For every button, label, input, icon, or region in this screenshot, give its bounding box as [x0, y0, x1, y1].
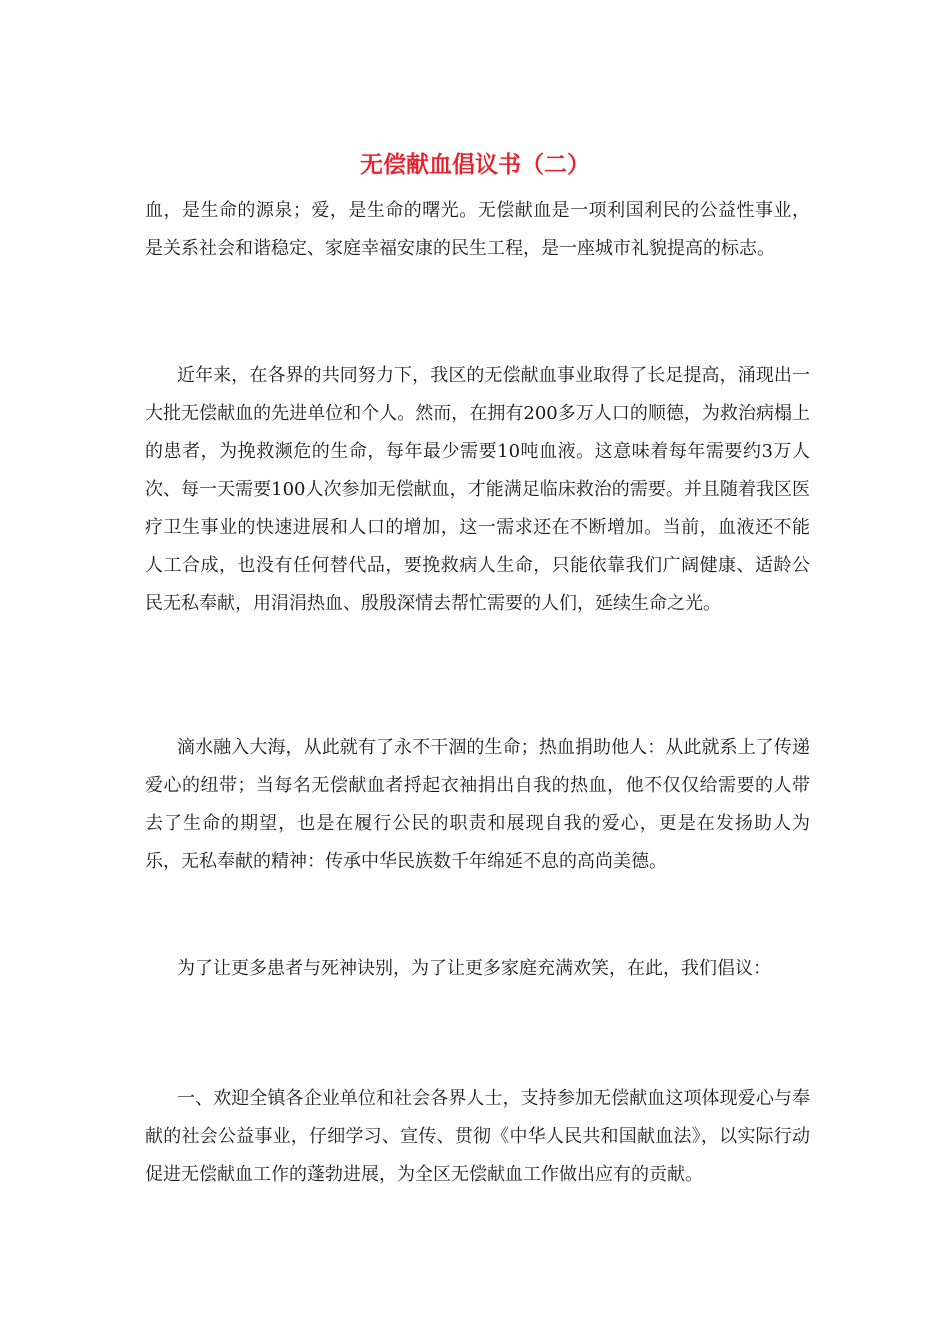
document-title: 无偿献血倡议书（二）	[360, 151, 590, 178]
paragraph-proposal-one: 一、欢迎全镇各企业单位和社会各界人士，支持参加无偿献血这项体现爱心与奉献的社会公益事业，仔细学习、宣传、贯彻《中华人民共和国献血法》，以实际行动促进无偿献血工作的蓬勃进展，为全区无偿献血工作做出应有的贡献。	[145, 1088, 810, 1185]
paragraph-proposal-intro: 为了让更多患者与死神诀别，为了让更多家庭充满欢笑，在此，我们倡议：	[177, 958, 771, 979]
paragraph-water-drop: 滴水融入大海，从此就有了永不干涸的生命；热血捐助他人：从此就系上了传递爱心的纽带；当每名无偿献血者捋起衣袖捐出自我的热血，他不仅仅给需要的人带去了生命的期望，也是在履行公民的职责和展现自我的爱心，更是在发扬助人为乐，无私奉献的精神：传承中华民族数千年绵延不息的高尚美德。	[145, 737, 810, 872]
paragraph-recent-years: 近年来，在各界的共同努力下，我区的无偿献血事业取得了长足提高，涌现出一大批无偿献血的先进单位和个人。然而，在拥有200多万人口的顺德，为救治病榻上的患者，为挽救濒危的生命，每年最少需要10吨血液。这意味着每年需要约3万人次、每一天需要100人次参加无偿献血，才能满足临床救治的需要。并且随着我区医疗卫生事业的快速进展和人口的增加，这一需求还在不断增加。当前，血液还不能人工合成，也没有任何替代品，要挽救病人生命，只能依靠我们广阔健康、适龄公民无私奉献，用涓涓热血、殷殷深情去帮忙需要的人们，延续生命之光。	[145, 365, 810, 614]
paragraph-intro: 血，是生命的源泉；爱，是生命的曙光。无偿献血是一项利国利民的公益性事业，是关系社会和谐稳定、家庭幸福安康的民生工程，是一座城市礼貌提高的标志。	[145, 200, 810, 259]
